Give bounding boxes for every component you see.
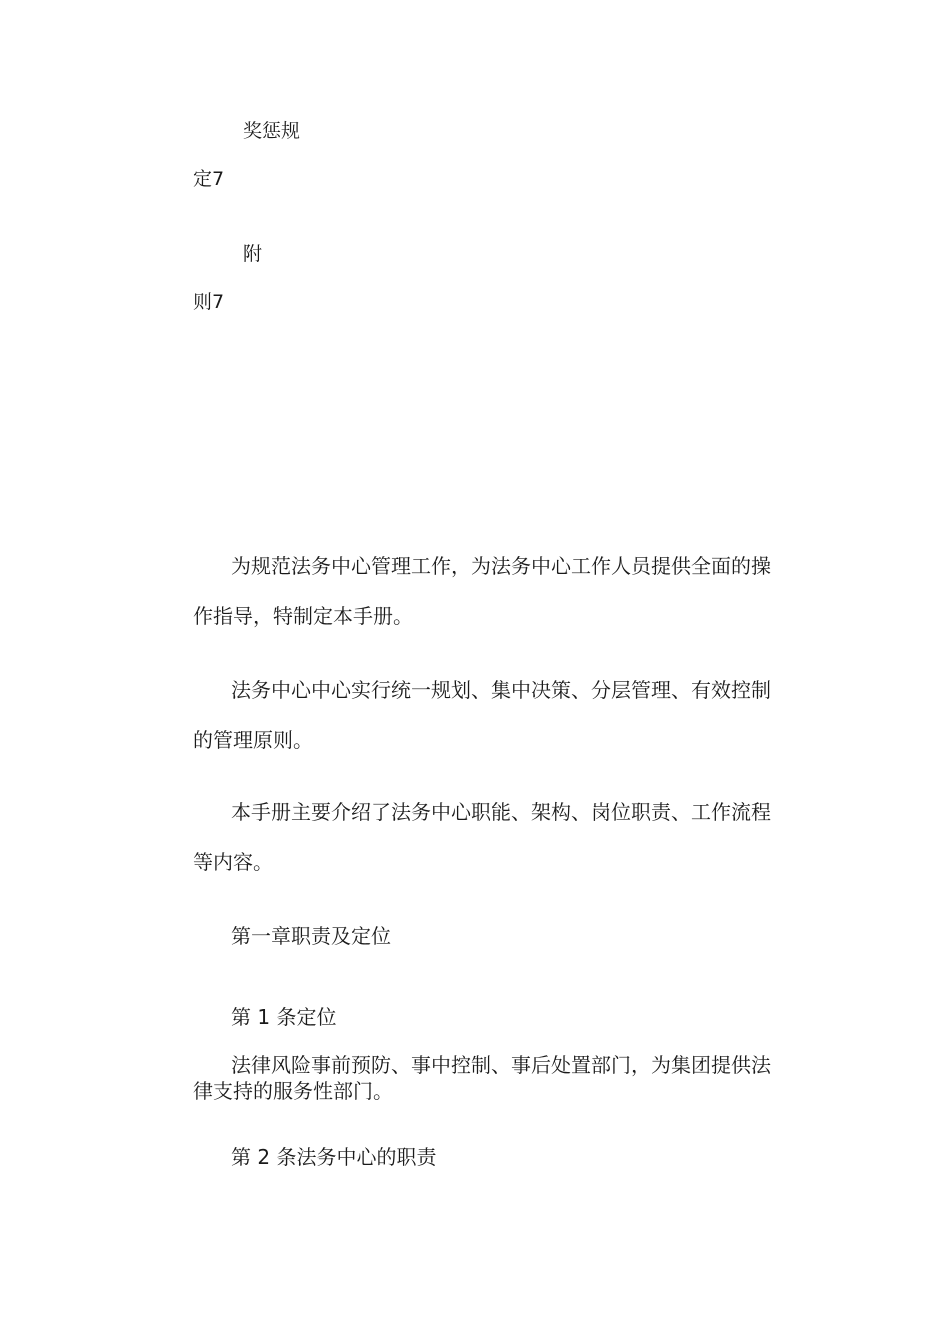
intro-paragraph-line2: 作指导，特制定本手册。 <box>193 604 413 628</box>
toc-item-reward-punishment-line2: 定7 <box>193 168 225 190</box>
content-paragraph-line2: 等内容。 <box>193 850 273 874</box>
intro-paragraph-line1: 为规范法务中心管理工作，为法务中心工作人员提供全面的操 <box>231 554 771 578</box>
article-1-text-line1: 法律风险事前预防、事中控制、事后处置部门，为集团提供法 <box>231 1053 771 1077</box>
toc-item-appendix-line1: 附 <box>243 243 263 265</box>
article-1-title: 第 1 条定位 <box>231 1005 337 1029</box>
principle-paragraph-line2: 的管理原则。 <box>193 728 313 752</box>
principle-paragraph-line1: 法务中心中心实行统一规划、集中决策、分层管理、有效控制 <box>231 678 771 702</box>
toc-item-reward-punishment-line1: 奖惩规 <box>243 120 301 142</box>
article-1-text-line2: 律支持的服务性部门。 <box>193 1079 393 1103</box>
content-paragraph-line1: 本手册主要介绍了法务中心职能、架构、岗位职责、工作流程 <box>231 800 771 824</box>
toc-item-appendix-line2: 则7 <box>193 291 225 313</box>
chapter-title: 第一章职责及定位 <box>231 924 391 948</box>
article-2-title: 第 2 条法务中心的职责 <box>231 1145 437 1169</box>
